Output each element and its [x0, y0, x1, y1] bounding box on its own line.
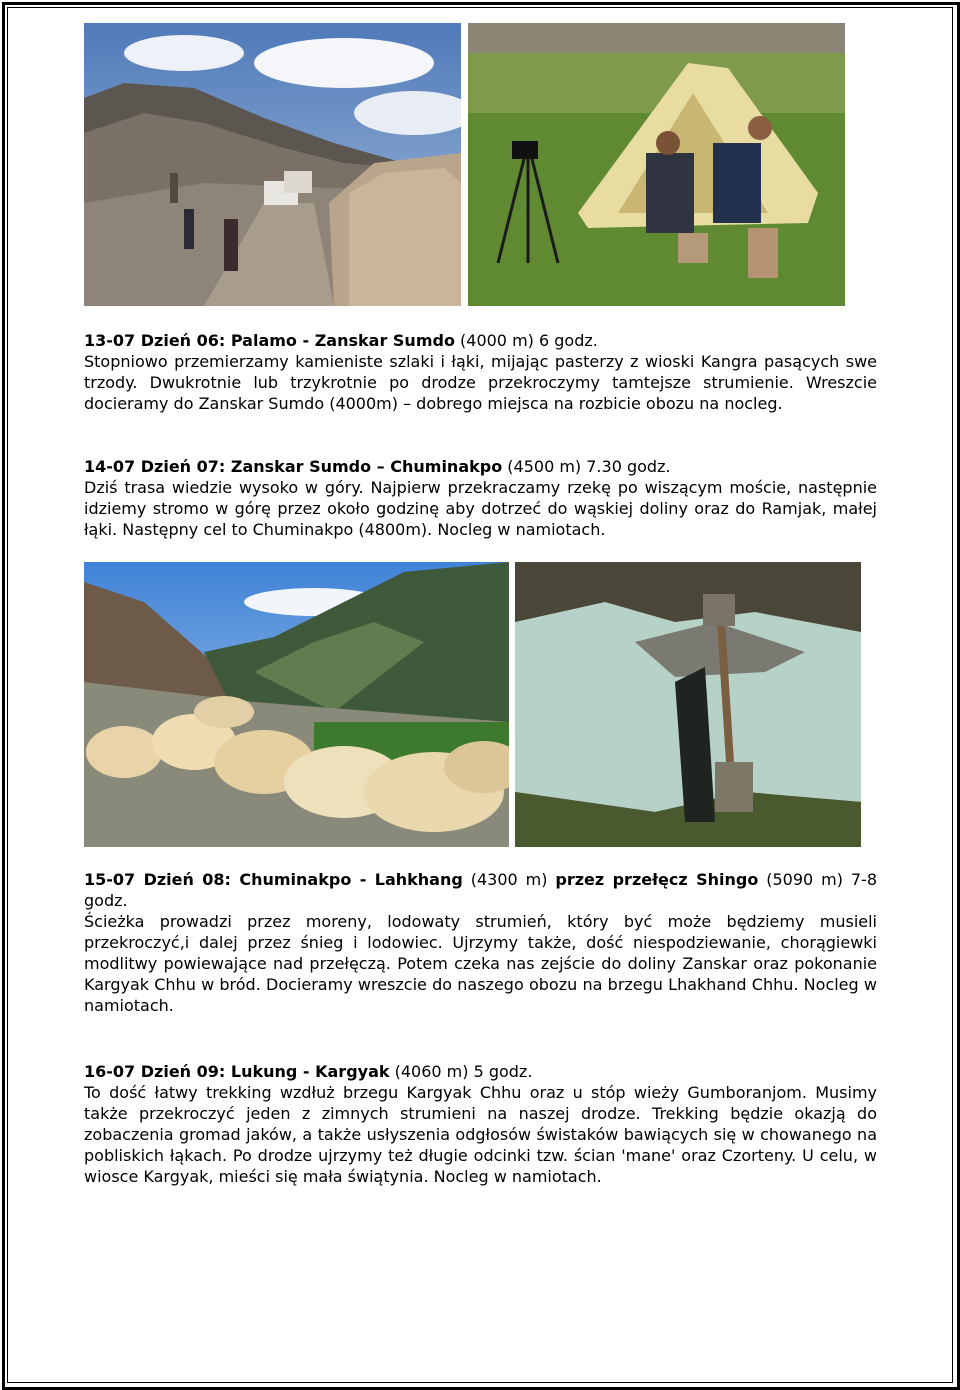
day-09-body: To dość łatwy trekking wzdłuż brzegu Kargyak Chhu oraz u stóp wieży Gumboranjom. Musimy także przekroczyć jeden z zimnych strumieni na naszej drodze. Trekking będzie okazją do zobaczenia gromad jaków, a także usłyszenia odgłosów świstaków bawiących się w chowanego na pobliskich łąkach. Po drodze ujrzymy też długie odcinki tzw. ścian 'mane' oraz Czorteny. U celu, w wiosce Kargyak, mieści się mała świątynia. Nocleg w namiotach. — [84, 1083, 877, 1186]
photo-goat-herd — [84, 562, 509, 847]
day-08-body: Ścieżka prowadzi przez moreny, lodowaty strumień, który być może będziemy musieli przekroczyć,i dalej przez śnieg i lodowiec. Ujrzymy także, dość niespodziewanie, chorągiewki modlitwy powiewające nad przełęczą. Potem czeka nas zejście do doliny Zanskar oraz pokonanie Kargyak Chhu w bród. Docieramy wreszcie do naszego obozu na brzegu Lhakhand Chhu. Nocleg w namiotach. — [84, 912, 877, 1015]
photo-tent-camp — [468, 23, 845, 306]
day-08-section — [84, 869, 877, 1016]
photo-rope-bridge — [515, 562, 861, 847]
day-07-body: Dziś trasa wiedzie wysoko w góry. Najpierw przekraczamy rzekę po wiszącym moście, następnie idziemy stromo w górę przez około godzinę aby dotrzeć do wąskiej doliny oraz do Ramjak, małej łąki. Następny cel to Chuminakpo (4800m). Nocleg w namiotach. — [84, 478, 877, 539]
day-08-heading: 15-07 Dzień 08: Chuminakpo - Lahkhang (4300 m) przez przełęcz Shingo (5090 m) 7-8 godz. — [84, 870, 878, 910]
day-09-heading: 16-07 Dzień 09: Lukung - Kargyak (4060 m) 5 godz. — [84, 1062, 533, 1081]
photo-road-trucks — [84, 23, 461, 306]
day-09-section — [84, 1061, 877, 1187]
day-06-heading: 13-07 Dzień 06: Palamo - Zanskar Sumdo (4000 m) 6 godz. — [84, 331, 598, 350]
day-07-section — [84, 456, 877, 540]
day-06-section — [84, 330, 877, 414]
day-07-heading: 14-07 Dzień 07: Zanskar Sumdo – Chuminakpo (4500 m) 7.30 godz. — [84, 457, 671, 476]
day-06-body: Stopniowo przemierzamy kamieniste szlaki i łąki, mijając pasterzy z wioski Kangra pasących swe trzody. Dwukrotnie lub trzykrotnie po drodze przekroczymy tamtejsze strumienie. Wreszcie docieramy do Zanskar Sumdo (4000m) – dobrego miejsca na rozbicie obozu na nocleg. — [84, 352, 877, 413]
